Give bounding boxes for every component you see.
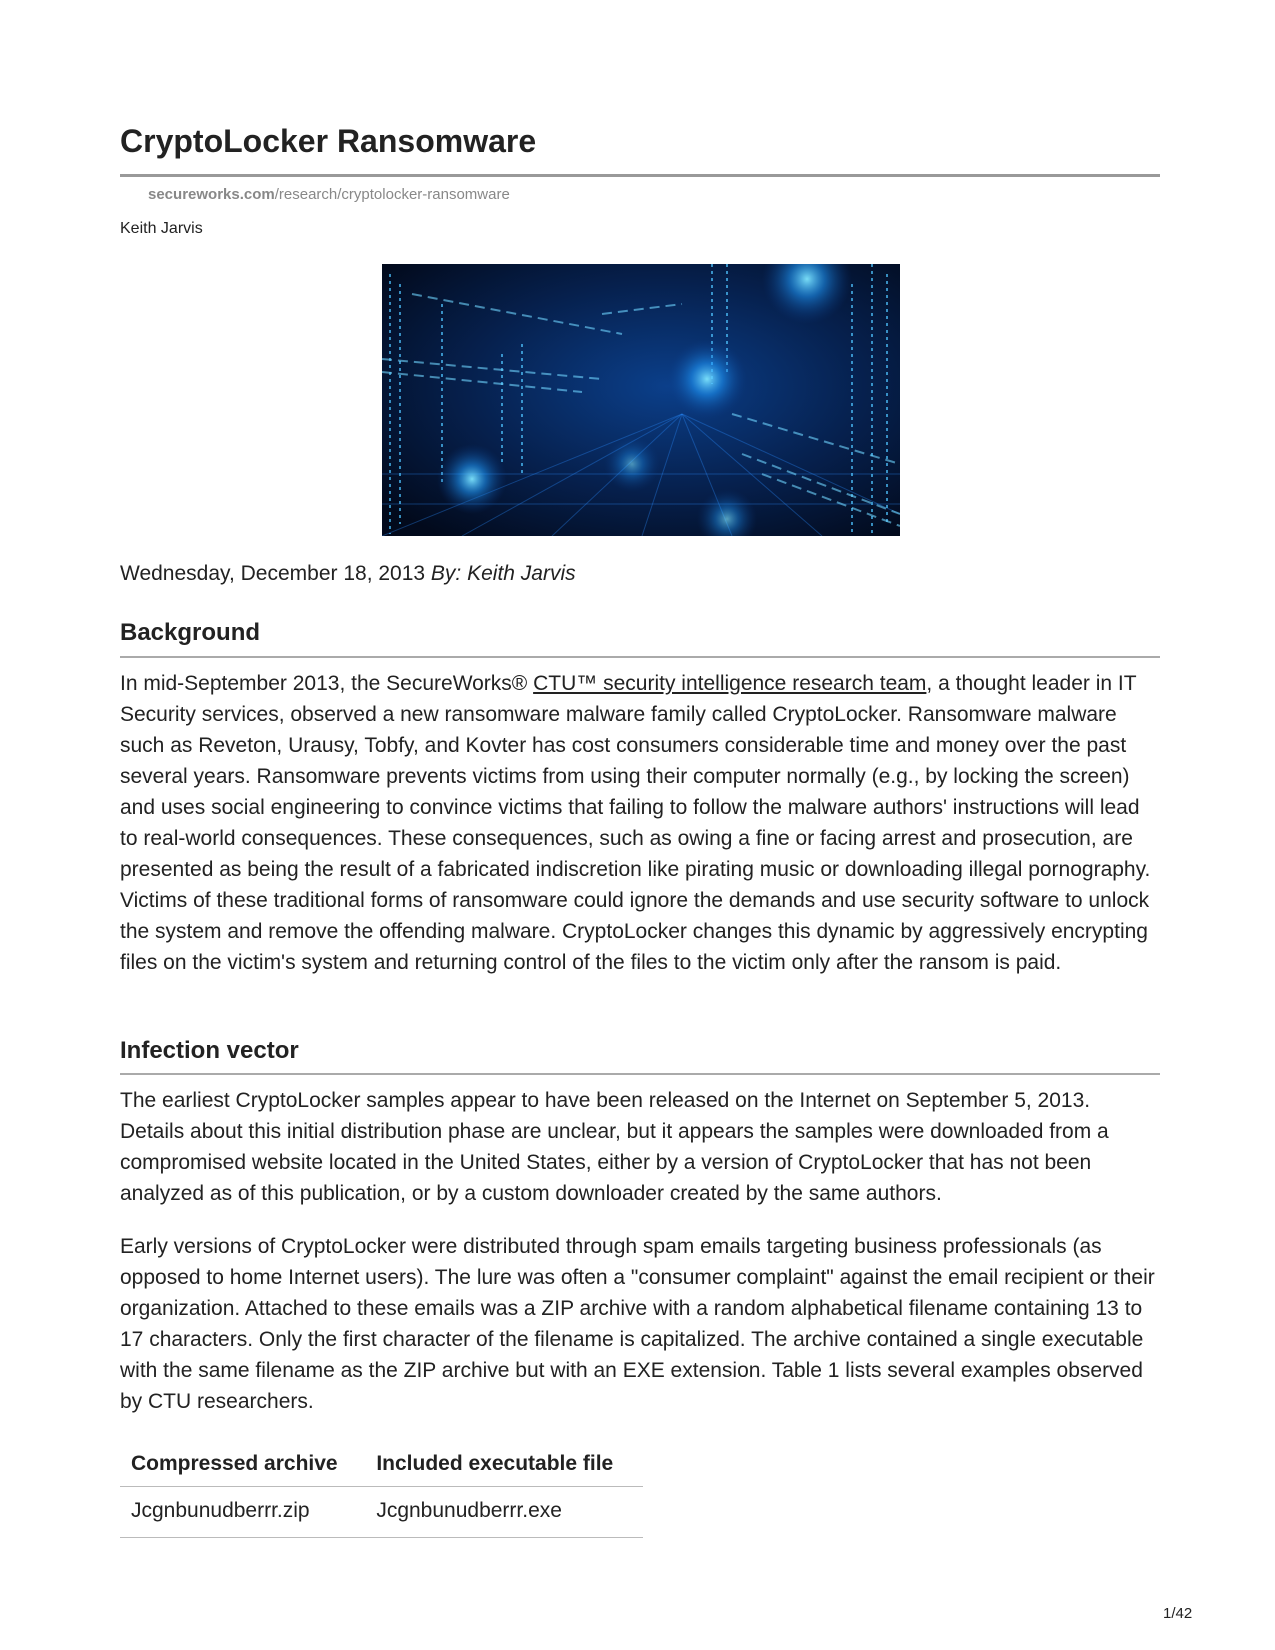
publication-dateline bbox=[120, 562, 576, 586]
table-cell-executable: Jcgnbunudberrr.exe bbox=[365, 1487, 643, 1538]
source-url[interactable] bbox=[148, 186, 510, 203]
hero-image bbox=[382, 264, 900, 536]
table-header-executable: Included executable file bbox=[365, 1446, 643, 1487]
source-domain[interactable]: secureworks.com bbox=[148, 186, 275, 203]
table-row bbox=[120, 1487, 643, 1538]
ctu-team-link[interactable]: CTU™ security intelligence research team bbox=[533, 672, 927, 695]
hero-image-graphic bbox=[382, 264, 900, 536]
publication-date: Wednesday, December 18, 2013 bbox=[120, 562, 426, 585]
article-title: CryptoLocker Ransomware bbox=[120, 123, 537, 159]
author-name: Keith Jarvis bbox=[120, 220, 203, 237]
infection-paragraph-1: The earliest CryptoLocker samples appear to have been released on the Internet on September 5, 2013. Details about this initial distribution phase are unclear, but it appears the samples were downloaded from a compromised website located in the United States, either by a version of CryptoLocker that has not been analyzed as of this publication, or by a custom downloader created by the same authors. bbox=[120, 1089, 1109, 1205]
background-text-body: , a thought leader in IT Security services, observed a new ransomware malware family called CryptoLocker. Ransomware malware such as Reveton, Urausy, Tobfy, and Kovter has cost consumers considerable time and money over the past several years. Ransomware prevents victims from using their computer normally (e.g., by locking the screen) and uses social engineering to convince victims that failing to follow the malware authors' instructions will lead to real-world consequences. These consequences, such as owing a fine or facing arrest and prosecution, are presented as being the result of a fabricated indiscretion like pirating music or downloading illegal pornography. Victims of these traditional forms of ransomware could ignore the demands and use security software to unlock the system and remove the offending malware. CryptoLocker changes this dynamic by aggressively encrypting files on the victim's system and returning control of the files to the victim only after the ransom is paid. bbox=[120, 672, 1151, 974]
table-header-row bbox=[120, 1446, 643, 1487]
background-text-intro: In mid-September 2013, the SecureWorks® bbox=[120, 672, 534, 695]
byline: By: Keith Jarvis bbox=[430, 562, 576, 585]
table-cell-archive: Jcgnbunudberrr.zip bbox=[120, 1487, 365, 1538]
heading-infection-vector: Infection vector bbox=[120, 1037, 299, 1064]
heading-background: Background bbox=[120, 619, 261, 646]
title-divider bbox=[120, 174, 1160, 177]
infection-divider bbox=[120, 1073, 1160, 1075]
background-paragraph bbox=[120, 668, 1160, 978]
infection-paragraph-2: Early versions of CryptoLocker were distributed through spam emails targeting business professionals (as opposed to home Internet users). The lure was often a "consumer complaint" against the email recipient or their organization. Attached to these emails was a ZIP archive with a random alphabetical filename containing 13 to 17 characters. Only the first character of the filename is capitalized. The archive contained a single executable with the same filename as the ZIP archive but with an EXE extension. Table 1 lists several examples observed by CTU researchers. bbox=[120, 1235, 1155, 1413]
source-path[interactable]: /research/cryptolocker-ransomware bbox=[274, 186, 510, 203]
page-number: 1/42 bbox=[1163, 1605, 1193, 1622]
table-header-archive: Compressed archive bbox=[120, 1446, 365, 1487]
examples-table bbox=[120, 1446, 643, 1538]
background-divider bbox=[120, 656, 1160, 658]
